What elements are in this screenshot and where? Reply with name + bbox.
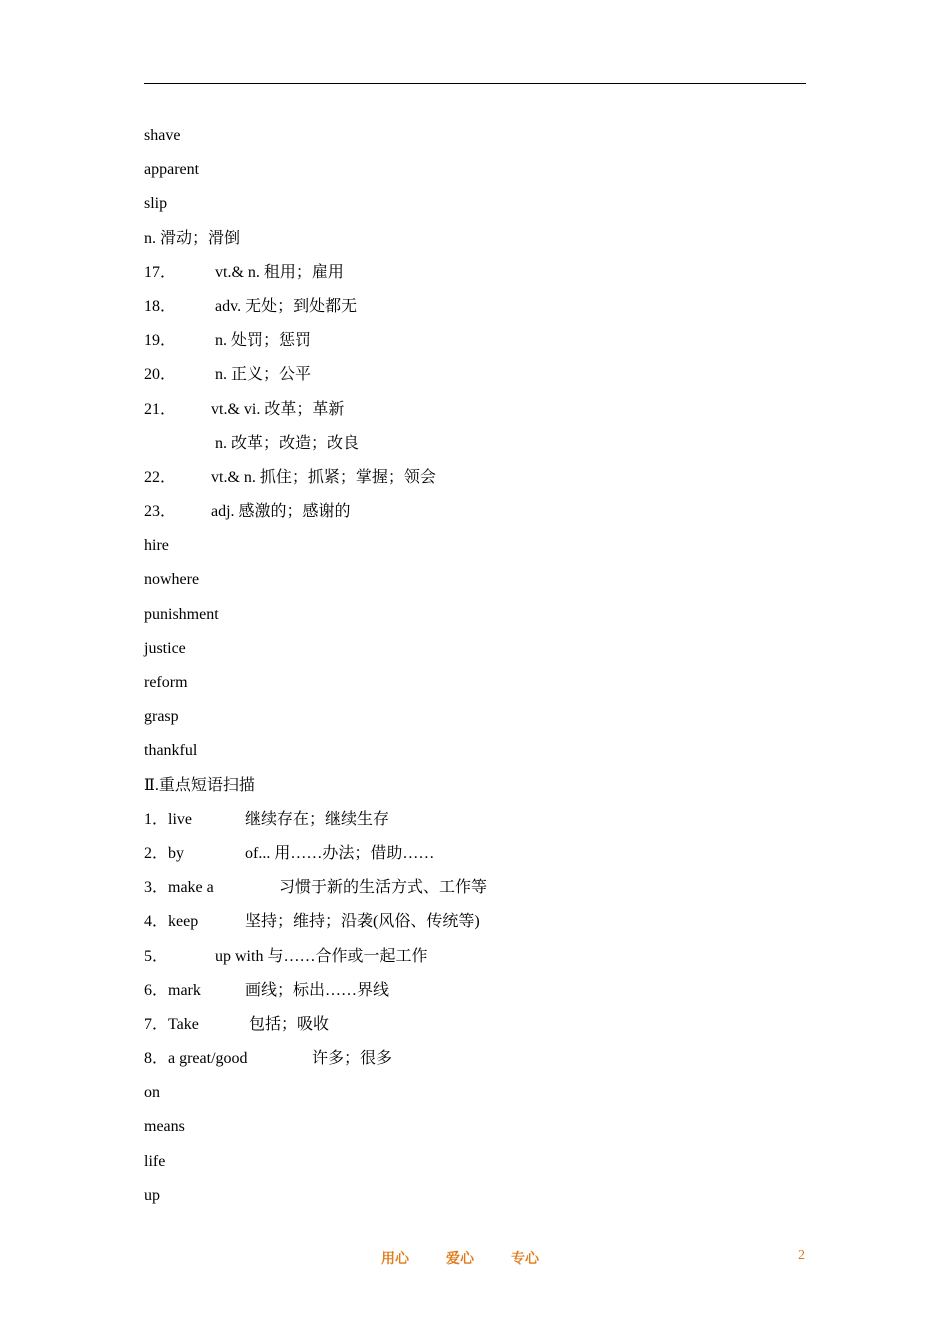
text-line (144, 637, 806, 671)
page-footer (0, 1248, 950, 1268)
phrase-item-1 (144, 808, 806, 842)
item-number: 17． (144, 263, 177, 281)
line-text: punishment (144, 605, 219, 623)
phrase-head: 3．make a (144, 879, 214, 897)
item-number: 23． (144, 503, 177, 521)
item-definition: n. 处罚；惩罚 (215, 332, 312, 350)
vocab-item-19 (144, 329, 806, 363)
phrase-meaning: 画线；标出……界线 (245, 981, 390, 999)
item-number: 22． (144, 468, 177, 486)
line-text: on (144, 1084, 160, 1102)
item-number: 20． (144, 366, 177, 384)
item-definition: adj. 感激的；感谢的 (211, 503, 351, 521)
text-line (144, 1115, 806, 1149)
text-line (144, 124, 806, 158)
text-line (144, 603, 806, 637)
phrase-item-7 (144, 1013, 806, 1047)
phrase-head: 5． (144, 947, 169, 965)
vocab-item-18 (144, 295, 806, 329)
line-text: life (144, 1152, 166, 1170)
phrase-item-3 (144, 876, 806, 910)
footer-word-3: 专心 (511, 1251, 539, 1267)
text-line (144, 1184, 806, 1218)
section-heading (144, 774, 806, 808)
vocab-item-21-noun (144, 432, 806, 466)
phrase-head: 8．a great/good (144, 1050, 248, 1068)
line-text: means (144, 1118, 185, 1136)
item-definition: adv. 无处；到处都无 (215, 297, 358, 315)
section-heading-text: Ⅱ.重点短语扫描 (144, 776, 255, 794)
vocab-item-21 (144, 398, 806, 432)
phrase-head: 1．live (144, 810, 192, 828)
item-definition: n. 正义；公平 (215, 366, 312, 384)
phrase-item-4 (144, 910, 806, 944)
phrase-head: 2．by (144, 844, 185, 862)
header-rule (144, 83, 806, 84)
footer-word-2: 爱心 (446, 1251, 474, 1267)
line-text: hire (144, 537, 169, 555)
line-text: grasp (144, 708, 179, 726)
line-text: justice (144, 639, 186, 657)
line-text: up (144, 1186, 160, 1204)
phrase-item-8 (144, 1047, 806, 1081)
page-content (144, 124, 806, 1218)
phrase-meaning: of... 用……办法；借助…… (245, 844, 435, 862)
phrase-meaning: 坚持；维持；沿袭(风俗、传统等) (245, 913, 480, 931)
text-line (144, 158, 806, 192)
item-definition: vt.& n. 抓住；抓紧；掌握；领会 (211, 468, 436, 486)
item-definition: vt.& vi. 改革；革新 (211, 400, 345, 418)
text-line (144, 568, 806, 602)
line-text: apparent (144, 161, 200, 179)
text-line (144, 705, 806, 739)
line-text: nowhere (144, 571, 200, 589)
item-definition: n. 改革；改造；改良 (215, 434, 360, 452)
phrase-meaning: up with 与……合作或一起工作 (215, 947, 428, 965)
vocab-item-23 (144, 500, 806, 534)
phrase-head: 7．Take (144, 1015, 199, 1033)
phrase-head: 6．mark (144, 981, 201, 999)
text-line (144, 534, 806, 568)
text-line (144, 227, 806, 261)
phrase-item-6 (144, 979, 806, 1013)
item-number: 18． (144, 297, 177, 315)
vocab-item-20 (144, 363, 806, 397)
phrase-meaning: 包括；吸收 (249, 1015, 330, 1033)
item-number: 21． (144, 400, 177, 418)
text-line (144, 1150, 806, 1184)
text-line (144, 671, 806, 705)
phrase-head: 4．keep (144, 913, 199, 931)
vocab-item-17 (144, 261, 806, 295)
phrase-meaning: 许多；很多 (312, 1050, 393, 1068)
vocab-item-22 (144, 466, 806, 500)
line-text: reform (144, 674, 188, 691)
phrase-meaning: 习惯于新的生活方式、工作等 (279, 879, 488, 897)
item-number: 19． (144, 332, 177, 350)
item-definition: vt.& n. 租用；雇用 (215, 263, 344, 281)
phrase-item-2 (144, 842, 806, 876)
line-text: thankful (144, 742, 198, 760)
line-text: slip (144, 195, 168, 213)
line-text: shave (144, 127, 181, 144)
footer-word-1: 用心 (381, 1251, 409, 1267)
text-line (144, 1081, 806, 1115)
text-line (144, 739, 806, 773)
page-number: 2 (798, 1248, 805, 1263)
phrase-item-5 (144, 945, 806, 979)
phrase-meaning: 继续存在；继续生存 (245, 810, 390, 828)
text-line (144, 192, 806, 226)
line-text: n. 滑动；滑倒 (144, 229, 241, 247)
